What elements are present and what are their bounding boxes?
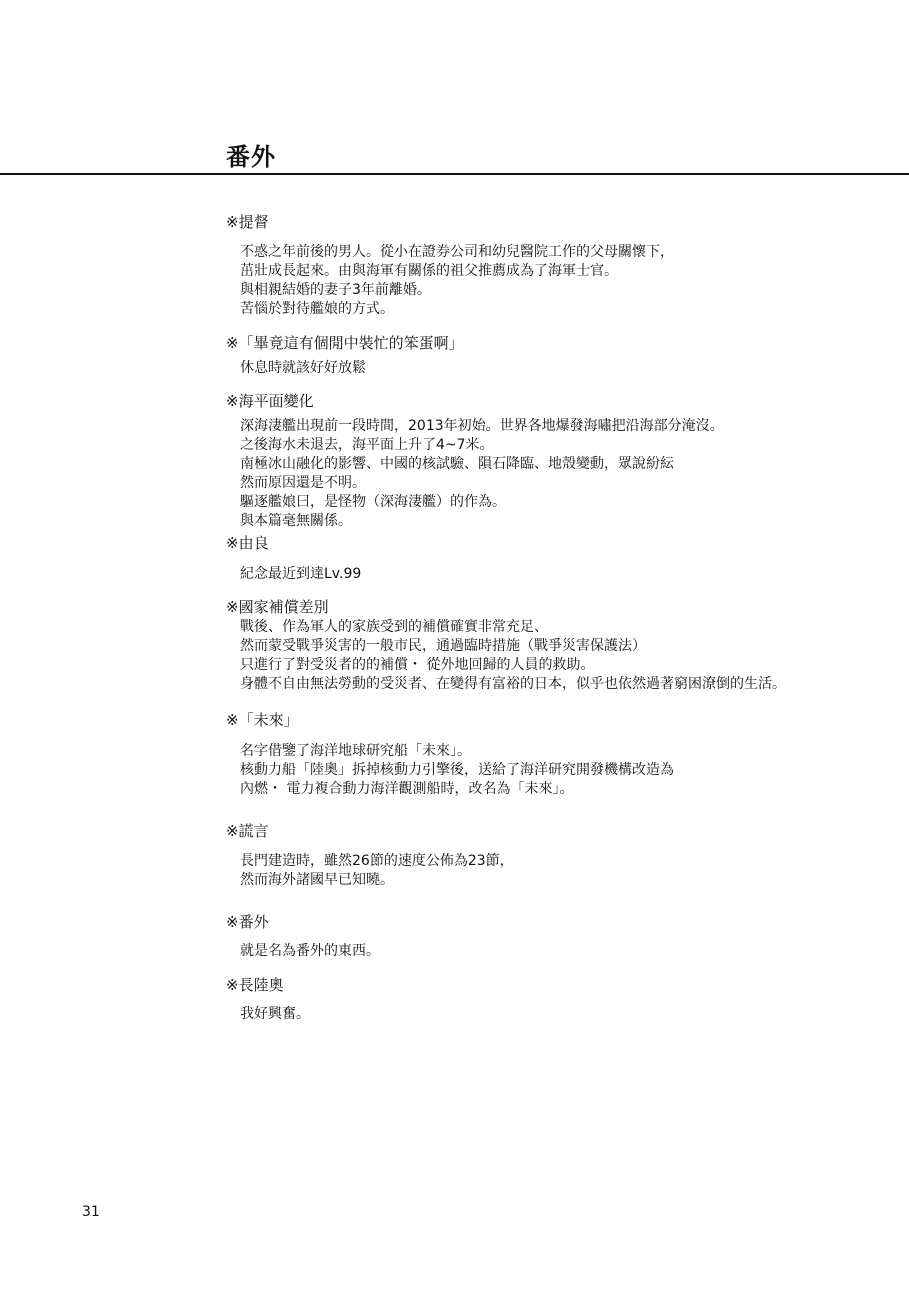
note-line: 只進行了對受災者的的補償・ 從外地回歸的人員的救助。 (240, 657, 595, 673)
note-heading: ※海平面變化 (226, 392, 314, 410)
note-line: 與本篇毫無關係。 (240, 513, 352, 529)
note-body (226, 1005, 886, 1024)
note-line: 名字借鑒了海洋地球研究船「未來」。 (240, 743, 471, 759)
note-line: 長門建造時，雖然26節的速度公佈為23節， (240, 853, 514, 869)
note-line: 然而蒙受戰爭災害的一般市民，通過臨時措施（戰爭災害保護法） (240, 638, 646, 654)
note-heading: ※謊言 (226, 822, 269, 840)
note-line: 驅逐艦娘曰，是怪物（深海淒艦）的作為。 (240, 494, 506, 510)
note-line: 戰後、作為軍人的家族受到的補償確實非常充足、 (240, 619, 548, 635)
note-line: 茁壯成長起來。由與海軍有關係的祖父推薦成為了海軍士官。 (240, 263, 618, 279)
note-line: 苦惱於對待艦娘的方式。 (240, 301, 394, 317)
note-heading: ※「未來」 (226, 711, 299, 729)
note-line: 我好興奮。 (240, 1006, 310, 1022)
note-section (226, 597, 886, 694)
note-line: 之後海水未退去，海平面上升了4~7米。 (240, 437, 494, 453)
note-section (226, 333, 886, 378)
title-divider (0, 173, 909, 175)
note-heading: ※「畢竟這有個閒中裝忙的笨蛋啊」 (226, 334, 464, 352)
note-line: 然而原因還是不明。 (240, 475, 366, 491)
note-body (226, 852, 886, 890)
note-heading: ※國家補償差別 (226, 598, 329, 616)
note-heading: ※番外 (226, 913, 269, 931)
note-body (226, 417, 886, 531)
note-line: 核動力船「陸奧」拆掉核動力引擎後，送給了海洋研究開發機構改造為 (240, 762, 674, 778)
note-line: 休息時就該好好放鬆 (240, 360, 366, 376)
note-body (226, 565, 886, 584)
note-section (226, 821, 886, 890)
note-line: 不惑之年前後的男人。從小在證券公司和幼兒醫院工作的父母關懷下， (240, 244, 674, 260)
note-line: 與相親結婚的妻子3年前離婚。 (240, 282, 431, 298)
note-section (226, 533, 886, 584)
note-section (226, 710, 886, 799)
note-heading: ※由良 (226, 534, 269, 552)
note-line: 就是名為番外的東西。 (240, 943, 380, 959)
notes-content (226, 212, 886, 1024)
note-section (226, 212, 886, 319)
note-body (226, 742, 886, 799)
note-body (226, 618, 886, 694)
note-body (226, 942, 886, 961)
note-line: 紀念最近到達Lv.99 (240, 566, 362, 582)
note-line: 南極冰山融化的影響、中國的核試驗、隕石降臨、地殼變動，眾說紛紜 (240, 456, 674, 472)
note-heading: ※提督 (226, 213, 269, 231)
note-line: 身體不自由無法勞動的受災者、在變得有富裕的日本，似乎也依然過著窮困潦倒的生活。 (240, 676, 786, 692)
note-section (226, 975, 886, 1024)
note-body (226, 359, 886, 378)
note-section (226, 391, 886, 531)
note-section (226, 912, 886, 961)
note-line: 深海淒艦出現前一段時間，2013年初始。世界各地爆發海嘯把沿海部分淹沒。 (240, 418, 724, 434)
page-number: 31 (82, 1204, 100, 1220)
note-heading: ※長陸奧 (226, 976, 284, 994)
note-line: 內燃・ 電力複合動力海洋觀測船時，改名為「未來」。 (240, 781, 574, 797)
note-line: 然而海外諸國早已知曉。 (240, 872, 394, 888)
note-body (226, 243, 886, 319)
page-title: 番外 (226, 143, 276, 171)
